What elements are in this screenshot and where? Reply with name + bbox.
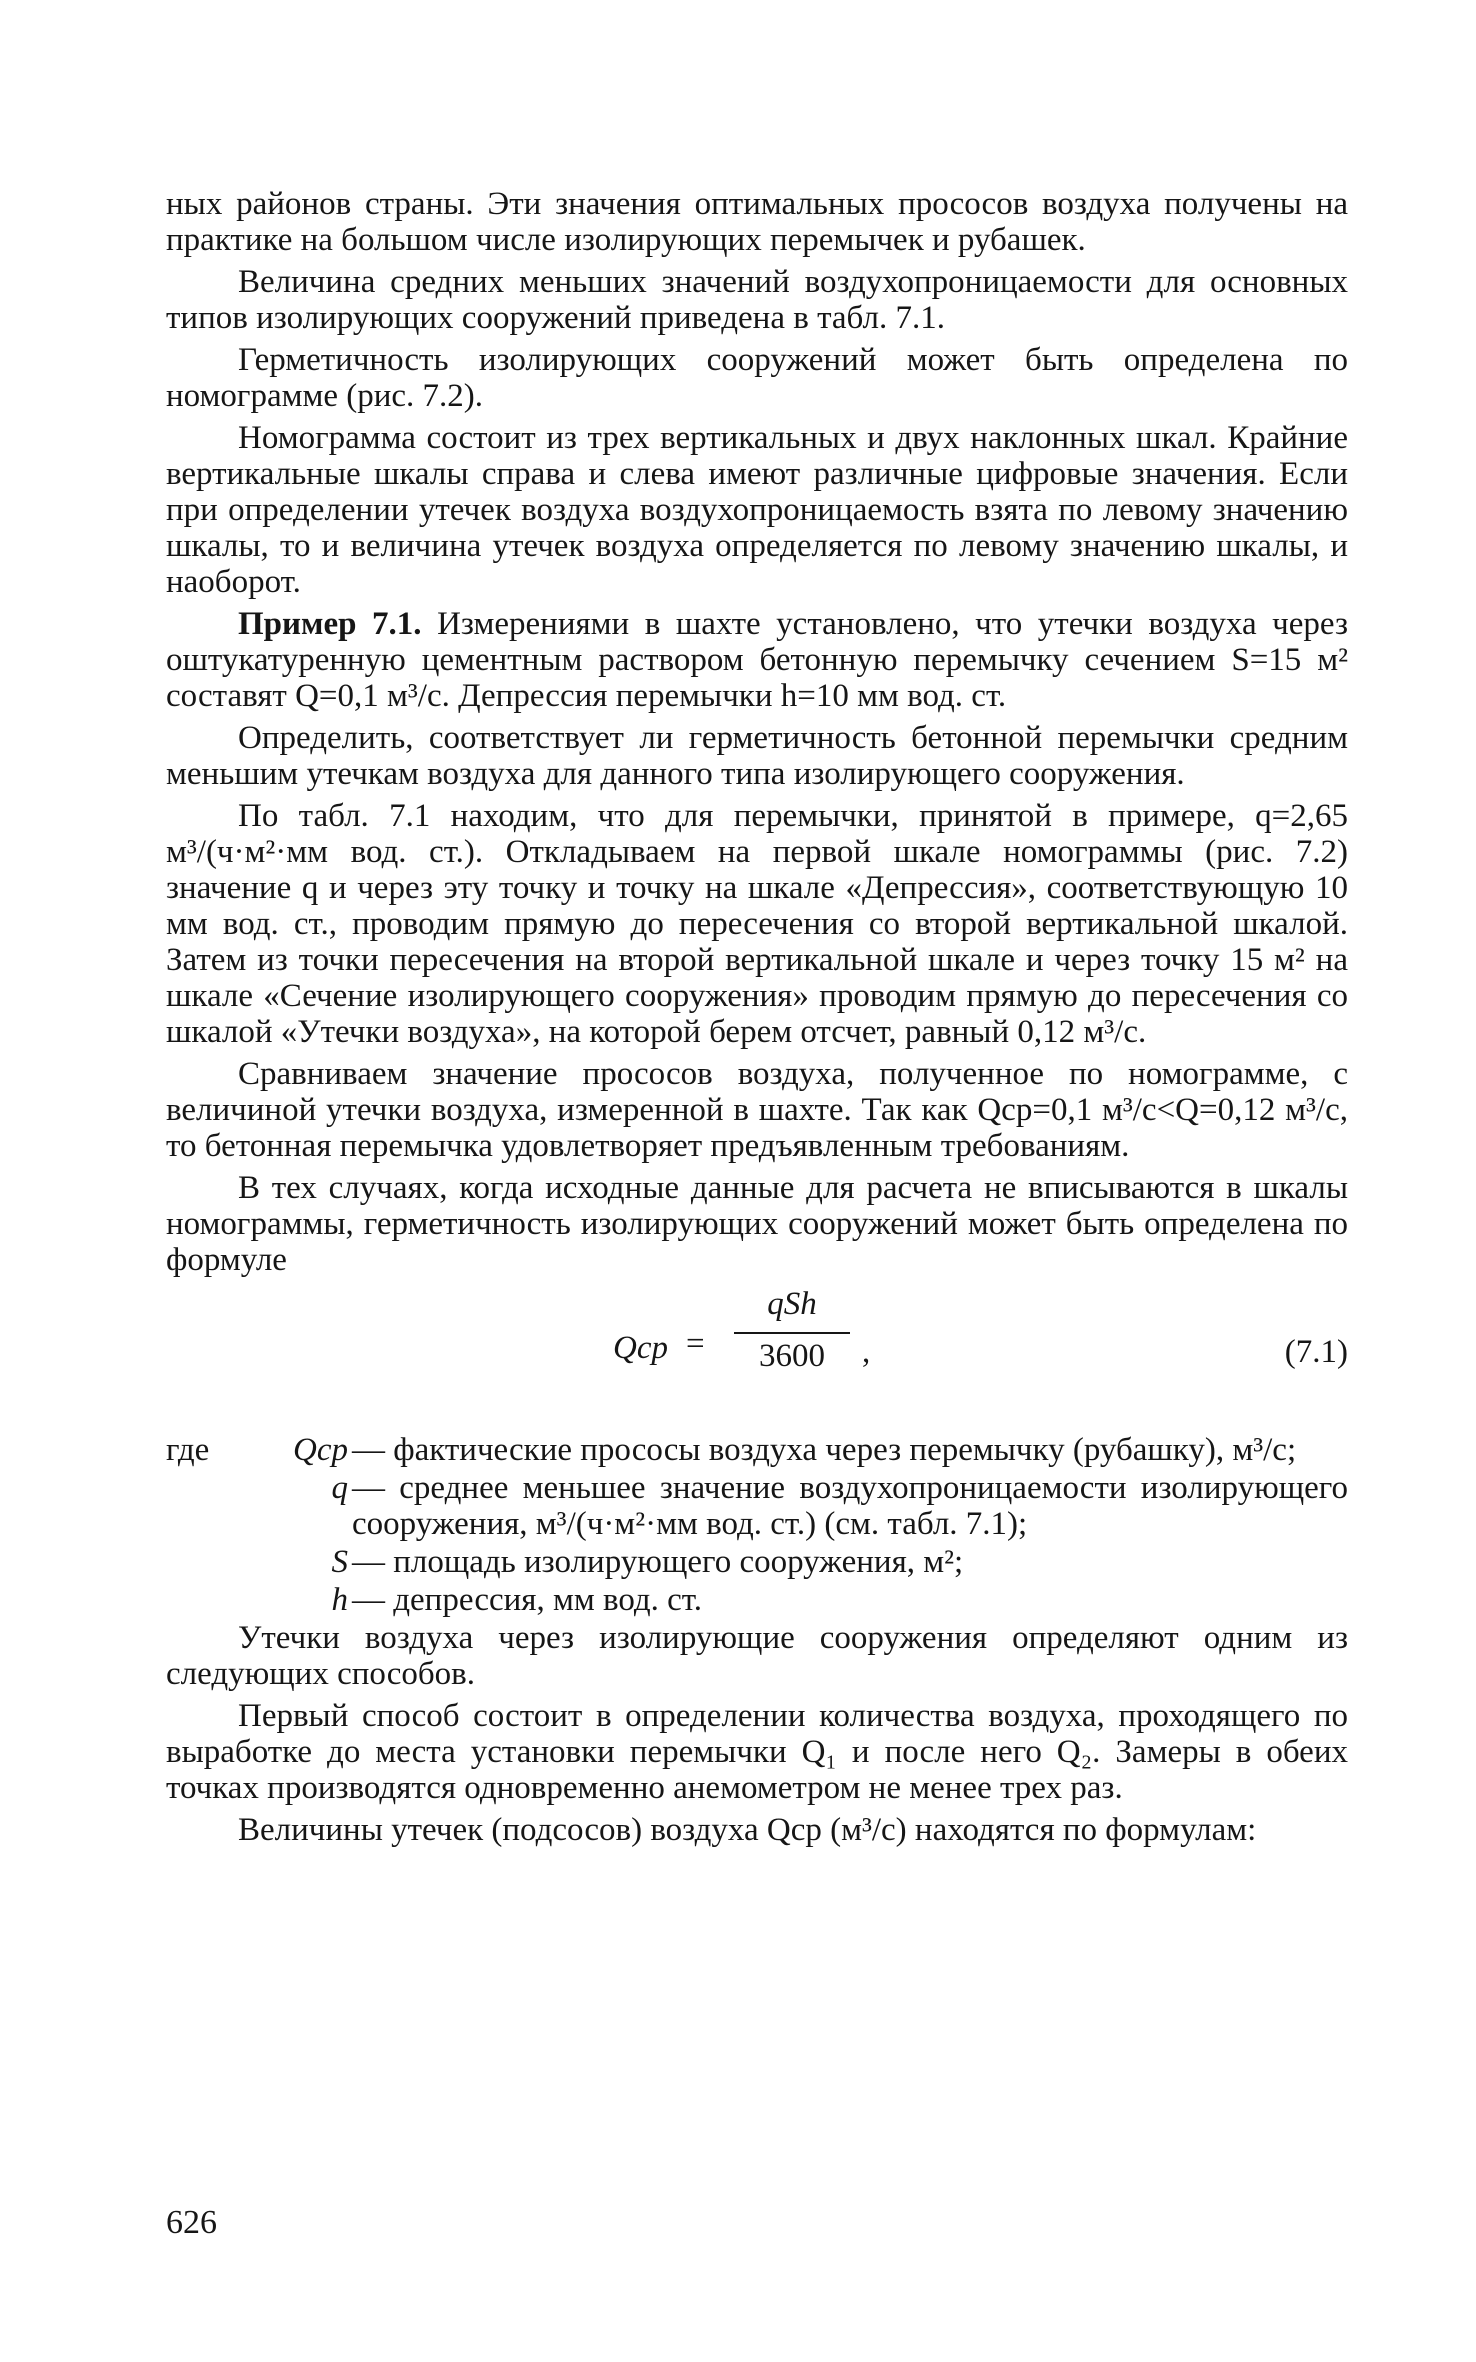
equation-number: (7.1) xyxy=(1284,1334,1348,1370)
paragraph: В тех случаях, когда исходные данные для расчета не вписываются в шкалы номограммы, герметичность изолирующих сооружений может быть определена по формуле xyxy=(166,1170,1348,1278)
definition-text: — площадь изолирующего сооружения, м²; xyxy=(352,1544,964,1580)
paragraph: Сравниваем значение прососов воздуха, полученное по номограмме, с величиной утечки воздуха, измеренной в шахте. Так как Qср=0,1 м³/с<Q=0,12 м³/с, то бетонная перемычка удовлетворяет предъявленным требованиям. xyxy=(166,1056,1348,1164)
definition-text: — депрессия, мм вод. ст. xyxy=(352,1582,702,1618)
definitions-list xyxy=(166,1432,1348,1618)
formula-fraction xyxy=(734,1286,850,1378)
formula-denominator: 3600 xyxy=(759,1338,825,1374)
paragraph: По табл. 7.1 находим, что для перемычки, принятой в примере, q=2,65 м³/(ч·м²·мм вод. ст.). Откладываем на первой шкале номограммы (рис. 7.2) значение q и через эту точку и точку на шкале «Депрессия», соответствующую 10 мм вод. ст., проводим прямую до пересечения со второй вертикальной шкалой. Затем из точки пересечения на второй вертикальной шкале и через точку 15 м² на шкале «Сечение изолирующего сооружения» проводим прямую до пересечения со шкалой «Утечки воздуха», на которой берем отсчет, равный 0,12 м³/с. xyxy=(166,798,1348,1050)
definition-item xyxy=(166,1432,1348,1468)
body-text xyxy=(166,186,1348,1854)
page-number: 626 xyxy=(166,2204,217,2241)
definition-symbol: S xyxy=(331,1544,348,1580)
paragraph: Определить, соответствует ли герметичность бетонной перемычки средним меньшим утечкам воздуха для данного типа изолирующего сооружения. xyxy=(166,720,1348,792)
formula-numerator: qSh xyxy=(767,1286,817,1322)
paragraph: Величина средних меньших значений воздухопроницаемости для основных типов изолирующих сооружений приведена в табл. 7.1. xyxy=(166,264,1348,336)
definition-text: — среднее меньшее значение воздухопроницаемости изолирующего сооружения, м³/(ч·м²·мм вод. ст.) (см. табл. 7.1); xyxy=(352,1470,1348,1542)
definition-symbol: q xyxy=(331,1470,348,1506)
example-label: Пример 7.1. xyxy=(238,606,422,642)
definition-symbol: h xyxy=(331,1582,348,1618)
paragraph: Утечки воздуха через изолирующие сооружения определяют одним из следующих способов. xyxy=(166,1620,1348,1692)
paragraph: Герметичность изолирующих сооружений может быть определена по номограмме (рис. 7.2). xyxy=(166,342,1348,414)
paragraph: Величины утечек (подсосов) воздуха Qср (м³/с) находятся по формулам: xyxy=(238,1812,1257,1848)
formula-lhs: Qср xyxy=(613,1330,668,1366)
definition-item xyxy=(166,1470,1348,1542)
paragraph: Номограмма состоит из трех вертикальных и двух наклонных шкал. Крайние вертикальные шкалы справа и слева имеют различные цифровые значения. Если при определении утечек воздуха воздухопроницаемость взята по левому значению шкалы, то и величина утечек воздуха определяется по левому значению шкалы, и наоборот. xyxy=(166,420,1348,600)
example-text: Измерениями в шахте установлено, что утечки воздуха через оштукатуренную цементным раствором бетонную перемычку сечением S=15 м² составят Q=0,1 м³/с. Депрессия перемычки h=10 мм вод. ст. xyxy=(166,606,1348,714)
formula-7-1 xyxy=(166,1286,1348,1414)
where-word: где xyxy=(166,1432,210,1468)
formula-comma: , xyxy=(862,1334,871,1370)
definition-symbol: Qср xyxy=(293,1432,348,1468)
paragraph: Первый способ состоит в определении количества воздуха, проходящего по выработке до места установки перемычки Q₁ и после него Q₂. Замеры в обеих точках производятся одновременно анемометром не менее трех раз. xyxy=(166,1698,1348,1806)
example-paragraph xyxy=(166,606,1348,714)
paragraph: ных районов страны. Эти значения оптимальных прососов воздуха получены на практике на большом числе изолирующих перемычек и рубашек. xyxy=(166,186,1348,258)
definition-item xyxy=(166,1544,1348,1580)
definition-text: — фактические прососы воздуха через перемычку (рубашку), м³/с; xyxy=(352,1432,1297,1468)
formula-equals: = xyxy=(686,1326,705,1362)
definition-item xyxy=(166,1582,1348,1618)
fraction-bar xyxy=(734,1332,850,1334)
